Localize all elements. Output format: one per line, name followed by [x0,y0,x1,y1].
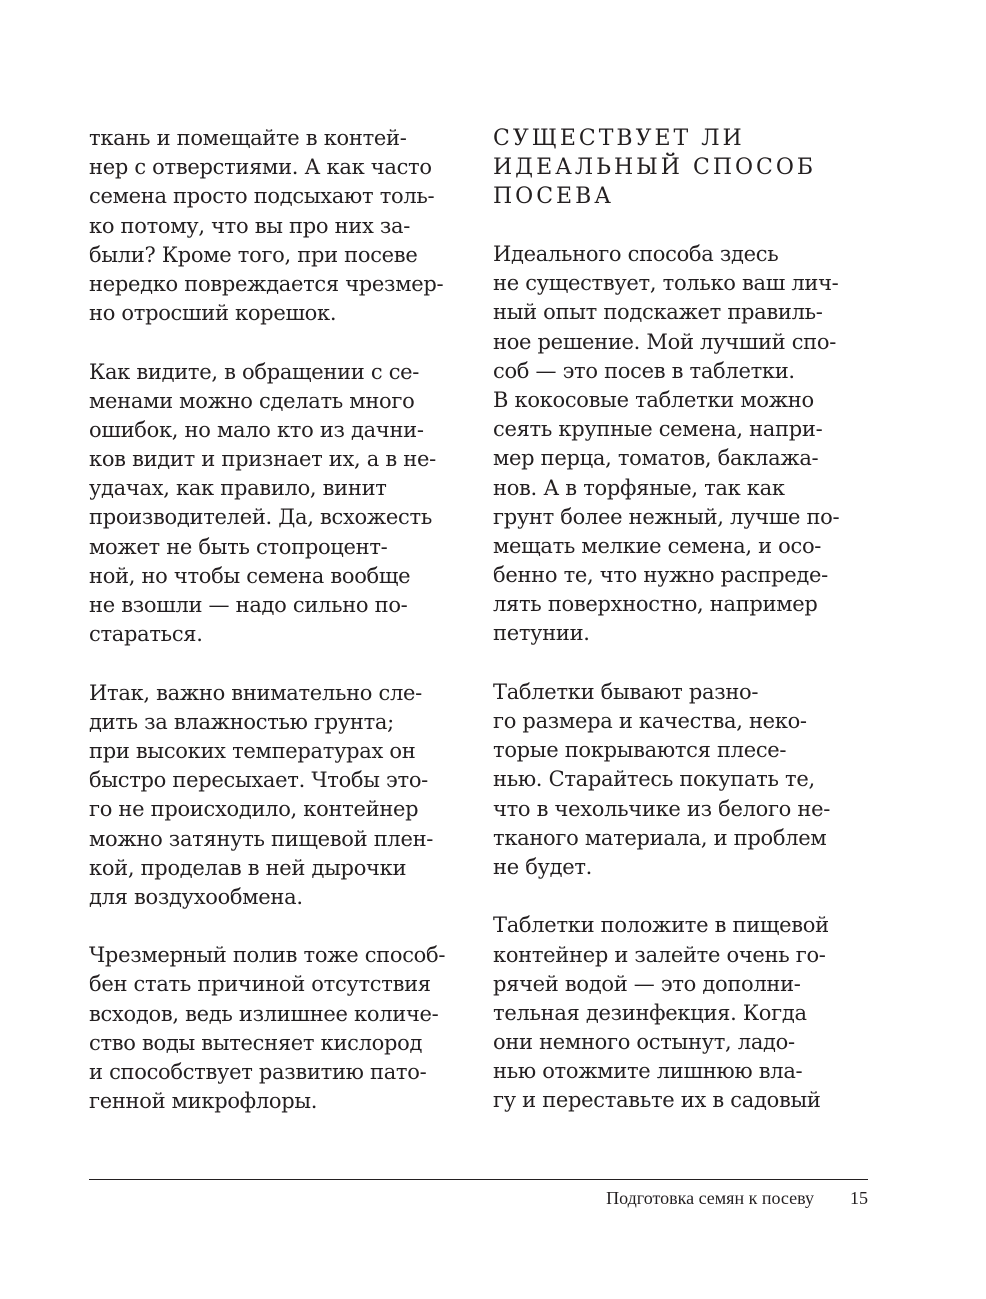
paragraph-gap [89,912,474,941]
paragraph [493,240,883,649]
section-heading [493,124,883,211]
text-line: Идеального способа здесь [493,242,779,266]
text-line: тканого материала, и проблем [493,825,827,850]
text-line: бенно те, что нужно распреде- [493,563,828,588]
text-line: для воздухообмена. [89,884,303,909]
text-line: ткань и помещайте в контей- [89,126,407,150]
text-line: ство воды вытесняет кислород [89,1030,423,1055]
paragraph-gap [493,649,883,678]
text-line: они немного остынут, ладо- [493,1030,795,1055]
text-line: производителей. Да, всхожесть [89,505,432,530]
text-line: ное решение. Мой лучший спо- [493,329,837,354]
text-line: мер перца, томатов, баклажа- [493,446,819,471]
heading-line: СУЩЕСТВУЕТ ЛИ [493,126,745,151]
paragraph-gap [493,882,883,911]
text-line: сеять крупные семена, напри- [493,417,823,442]
paragraph [89,679,474,913]
paragraph [89,358,474,650]
text-line: контейнер и залейте очень го- [493,942,826,967]
paragraph [493,911,883,1115]
text-line: но отросший корешок. [89,301,337,326]
paragraph [89,124,474,328]
text-line: соб — это посев в таблетки. [493,358,795,383]
text-line: не взошли — надо сильно по- [89,593,408,617]
text-line: нью. Старайтесь покупать те, [493,767,815,792]
text-line: рячей водой — это дополни- [493,971,801,996]
text-line: Итак, важно внимательно сле- [89,680,422,705]
text-line: Чрезмерный полив тоже способ- [89,943,446,968]
text-line: грунт более нежный, лучше по- [493,504,840,529]
text-line: нью отожмите лишнюю вла- [493,1059,803,1084]
text-line: ков видит и признает их, а в не- [89,447,436,472]
text-line: можно затянуть пищевой плен- [89,826,434,851]
text-line: го не происходило, контейнер [89,797,419,822]
text-line: ной, но чтобы семена вообще [89,563,411,588]
text-line: петунии. [493,621,590,646]
left-column [89,124,474,1116]
text-line: мещать мелкие семена, и осо- [493,533,822,558]
text-line: Таблетки положите в пищевой [493,913,829,938]
text-line: ошибок, но мало кто из дачни- [89,417,424,442]
text-line: не существует, только ваш лич- [493,271,839,296]
text-line: что в чехольчике из белого не- [493,796,831,821]
text-line: В кокосовые таблетки можно [493,387,814,412]
footer-rule [89,1179,868,1180]
text-line: тельная дезинфекция. Когда [493,1000,807,1025]
text-line: может не быть стопроцент- [89,534,388,559]
text-line: были? Кроме того, при посеве [89,242,418,267]
text-line: гу и переставьте их в садовый [493,1088,821,1113]
text-line: менами можно сделать много [89,388,415,413]
text-line: и способствует развитию пато- [89,1060,427,1084]
text-line: стараться. [89,622,203,647]
text-line: нов. А в торфяные, так как [493,475,785,500]
text-line: быстро пересыхает. Чтобы это- [89,768,428,793]
running-footer-title: Подготовка семян к посеву [606,1188,814,1208]
text-line: при высоких температурах он [89,738,416,763]
text-line: бен стать причиной отсутствия [89,972,431,997]
text-line: семена просто подсыхают толь- [89,184,435,209]
paragraph-gap [89,649,474,678]
paragraph-gap [89,328,474,357]
text-line: нер с отверстиями. А как часто [89,155,432,180]
text-line: всходов, ведь излишнее количе- [89,1001,439,1026]
heading-line: ПОСЕВА [493,184,614,209]
paragraph [89,941,474,1116]
text-line: торые покрываются плесе- [493,738,787,763]
paragraph [493,678,883,882]
page-number: 15 [850,1188,868,1208]
text-line: удачах, как правило, винит [89,476,387,501]
text-line: генной микрофлоры. [89,1089,318,1114]
text-line: го размера и качества, неко- [493,709,807,733]
right-column [493,124,883,1116]
text-line: Как видите, в обращении с се- [89,359,420,384]
text-line: не будет. [493,854,593,879]
text-line: ный опыт подскажет правиль- [493,300,823,325]
text-line: ко потому, что вы про них за- [89,213,411,238]
text-line: нередко повреждается чрезмер- [89,271,444,296]
text-line: Таблетки бывают разно- [493,679,759,704]
text-line: кой, проделав в ней дырочки [89,855,407,880]
text-line: лять поверхностно, например [493,592,818,617]
heading-line: ИДЕАЛЬНЫЙ СПОСОБ [493,155,817,180]
text-line: дить за влажностью грунта; [89,709,394,734]
